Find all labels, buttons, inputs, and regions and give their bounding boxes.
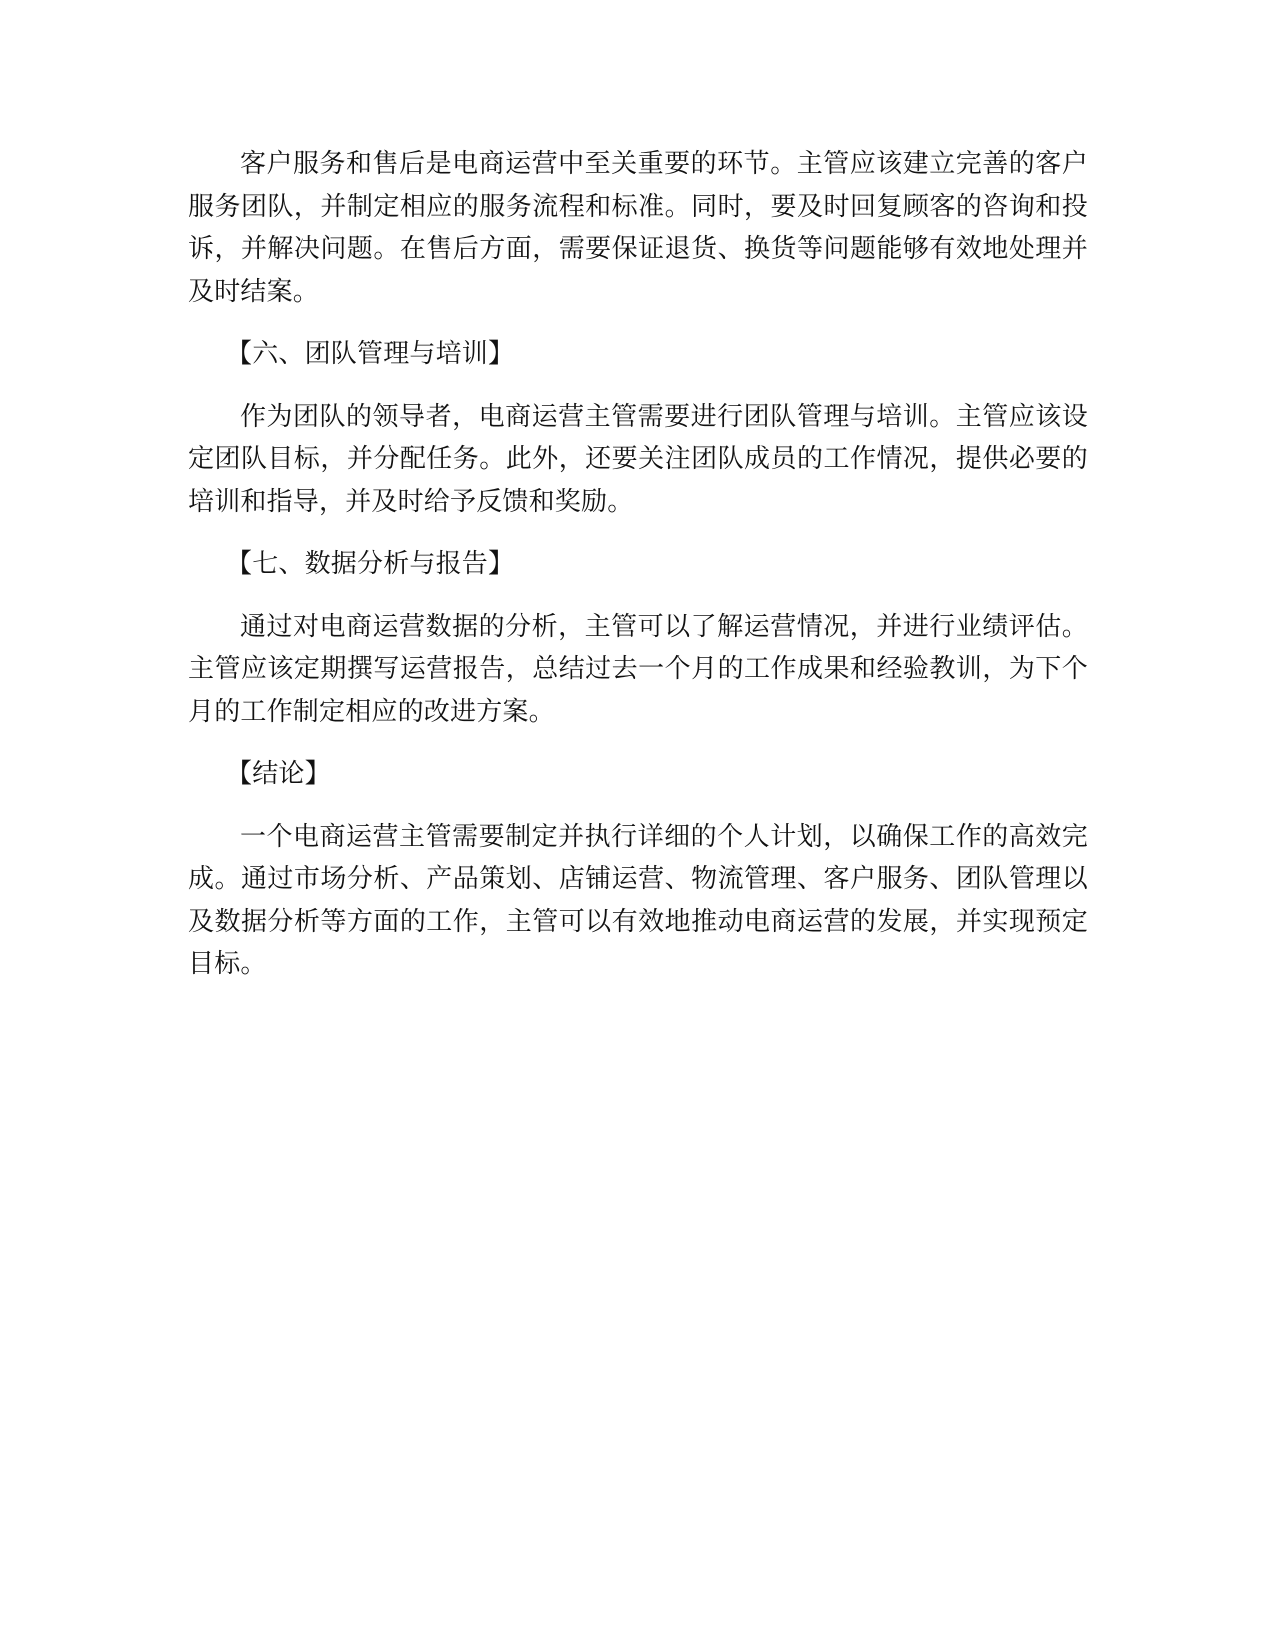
paragraph-data-analysis: 通过对电商运营数据的分析，主管可以了解运营情况，并进行业绩评估。主管应该定期撰写运营报告，总结过去一个月的工作成果和经验教训，为下个月的工作制定相应的改进方案。 (188, 611, 1088, 727)
section-heading-conclusion: 【结论】 (226, 759, 331, 789)
section-heading-data-analysis: 【七、数据分析与报告】 (226, 549, 515, 579)
paragraph-team-management: 作为团队的领导者，电商运营主管需要进行团队管理与培训。主管应该设定团队目标，并分配任务。此外，还要关注团队成员的工作情况，提供必要的培训和指导，并及时给予反馈和奖励。 (188, 401, 1088, 517)
paragraph-conclusion: 一个电商运营主管需要制定并执行详细的个人计划，以确保工作的高效完成。通过市场分析、产品策划、店铺运营、物流管理、客户服务、团队管理以及数据分析等方面的工作，主管可以有效地推动电商运营的发展，并实现预定目标。 (188, 821, 1088, 979)
paragraph-customer-service: 客户服务和售后是电商运营中至关重要的环节。主管应该建立完善的客户服务团队，并制定相应的服务流程和标准。同时，要及时回复顾客的咨询和投诉，并解决问题。在售后方面，需要保证退货、换货等问题能够有效地处理并及时结案。 (188, 149, 1088, 307)
section-heading-team-management: 【六、团队管理与培训】 (226, 339, 515, 369)
document-body (188, 143, 1088, 1006)
